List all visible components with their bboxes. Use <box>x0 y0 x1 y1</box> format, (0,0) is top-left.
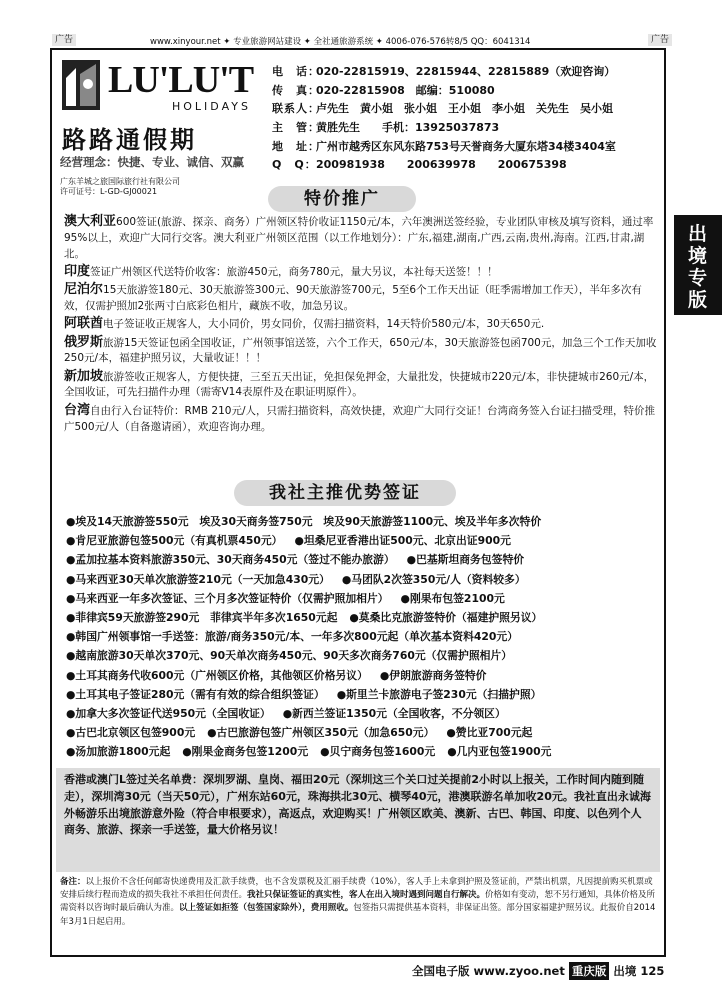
special-item: 尼泊尔15天旅游签180元、30天旅游签300元、90天旅游签700元，5至6个工作天出证（旺季需增加工作天），半年多次有效，仅需护照加2张两寸白底彩色相片，藏族不收，加急另议。 <box>64 282 642 312</box>
logo-holidays: HOLIDAYS <box>172 100 251 113</box>
logo-chinese-name: 路路通假期 <box>62 125 197 154</box>
company-logo <box>60 58 265 198</box>
remarks-label: 备注： <box>60 877 86 887</box>
special-item: 印度签证广州领区代送特价收客：旅游450元，商务780元，量大另议，本社每天送签！！！ <box>64 263 498 279</box>
visa-row: ●土耳其电子签证280元（需有有效的综合组织签证） ●斯里兰卡旅游电子签230元（扫描护照） <box>66 687 542 701</box>
visa-row: ●加拿大多次签证代送950元（全国收证） ●新西兰签证1350元（全国收客，不分领区） <box>66 706 506 720</box>
footer-edition: 重庆版 <box>569 962 610 980</box>
logo-english-name: LU'LU'T <box>108 59 254 101</box>
ad-tag-left: 广告 <box>52 34 76 46</box>
contact-row: 传 真： 020-22815908 邮编：510080 <box>272 83 495 97</box>
visa-row: ●古巴北京领区包签900元 ●古巴旅游包签广州领区350元（加急650元） ●赞比亚700元起 <box>66 726 533 740</box>
special-item: 阿联酋电子签证收正规客人，大小同价，男女同价，仅需扫描资料，14天特价580元/本，30天650元. <box>64 316 545 332</box>
footer-site: 全国电子版 www.zyoo.net <box>412 964 565 978</box>
visa-row: ●菲律宾59天旅游签290元 菲律宾半年多次1650元起 ●莫桑比克旅游签特价（福建护照另议） <box>66 611 543 625</box>
special-item: 台湾自由行入台证特价：RMB 210元/人，只需扫描资料，高效快捷，欢迎广大同行交证！台湾商务签入台证扫描受理，特价推广500元/人（自备邀请函），欢迎咨询办理。 <box>64 402 655 433</box>
contact-row: 主 管： 黄胜先生 手机：13925037873 <box>272 121 500 135</box>
contact-row: 电 话： 020-22815919、22815944、22815889（欢迎咨询） <box>272 65 616 79</box>
visa-row: ●马来西亚一年多次签证、三个月多次签证特价（仅需护照加相片） ●刚果布包签2100元 <box>66 591 505 605</box>
company-name: 广东羊城之旅国际旅行社有限公司 <box>60 177 180 186</box>
top-contact-line: www.xinyour.net ✦ 专业旅游网站建设 ✦ 全社通旅游系统 ✦ 4006-076-576转8/5 QQ：6041314 <box>150 37 531 47</box>
special-item: 澳大利亚600签证(旅游、探亲、商务）广州领区特价收证1150元/本，六年澳洲送签经验，专业团队审核及填写资料，通过率95%以上，欢迎广大同行交客。澳大利亚广州领区范围（以工作地划分）：广东,福建,湖南,广西,云南,贵州,海南。江西,甘肃,湖北。 <box>64 214 654 260</box>
special-item: 新加坡旅游签收正规客人，方便快捷，三至五天出证，免担保免押金，大量批发，快捷城市220元/本，非快捷城市260元/本，全国收证，可先扫描件办理（需寄V14表原件及在职证明原件）。 <box>64 368 655 399</box>
contact-row: 联系人： 卢先生 黄小姐 张小姐 王小姐 李小姐 关先生 吴小姐 <box>272 102 613 116</box>
visa-row: ●土耳其商务代收600元（广州领区价格，其他领区价格另议） ●伊朗旅游商务签特价 <box>66 668 487 682</box>
remarks: 备注：以上报价不含任何邮寄快递费用及汇款手续费，也不含发票税及汇丽手续费（10%），客人手上未拿到护照及签证前，严禁出机票，凡因提前购买机票或安排后续行程而造成的损失我社不承担任何责任。我社只保证签证的真实性，客人在出入境时遇到问题自行解决。价格如有变动，恕不另行通知，具体价格及所需资料以咨询时最后确认为准。以上签证如拒签（包签国家除外），费用照收。包签指只需提供基本资料，非保证出签。部分国家福建护照另议。此报价自2014年3月1日起启用。 <box>60 877 656 927</box>
page-footer <box>412 962 664 980</box>
side-section-tab: 出境专版 <box>674 215 722 315</box>
top-banner <box>0 0 722 46</box>
special-item: 俄罗斯旅游15天签证包函全国收证，广州领事馆送签，六个工作天，650元/本，30天旅游签包函700元，加急三个工作天加收250元/本，福建护照另议，大量收证！！！ <box>64 334 657 365</box>
logo-slogan: 经营理念：快捷、专业、诚信、双赢 <box>60 155 244 169</box>
contact-row: 地 址： 广州市越秀区东风东路753号天誉商务大厦东塔34楼3404室 <box>272 139 616 153</box>
visa-row: ●马来西亚30天单次旅游签210元（一天加急430元） ●马团队2次签350元/人（资料较多） <box>66 572 526 586</box>
ad-tag-right: 广告 <box>648 34 672 46</box>
visa-row: ●韩国广州领事馆一手送签：旅游/商务350元/本、一年多次800元起（单次基本资料420元） <box>66 630 519 644</box>
license-number: 许可证号：L-GD-GJ00021 <box>60 187 158 196</box>
logo-mark-icon <box>62 60 100 110</box>
contact-row: Q Q： 200981938 200639978 200675398 <box>272 158 567 172</box>
footer-page-number: 出境 125 <box>613 964 665 978</box>
section-heading-featured-visas: 我社主推优势签证 <box>234 480 456 506</box>
section-heading-specials: 特价推广 <box>268 186 416 212</box>
specials-list <box>64 214 660 437</box>
visa-row: ●汤加旅游1800元起 ●刚果金商务包签1200元 ●贝宁商务包签1600元 ●几内亚包签1900元 <box>66 745 552 759</box>
visa-row: ●越南旅游30天单次370元、90天单次商务450元、90天多次商务760元（仅需护照相片） <box>66 649 513 663</box>
visa-row: ●埃及14天旅游签550元 埃及30天商务签750元 埃及90天旅游签1100元、埃及半年多次特价 <box>66 515 542 529</box>
featured-visa-list <box>66 512 662 761</box>
visa-row: ●肯尼亚旅游包签500元（有真机票450元） ●坦桑尼亚香港出证500元、北京出证900元 <box>66 534 511 548</box>
contact-info <box>272 62 662 174</box>
hk-macau-info-box: 香港或澳门L签过关名单费：深圳罗湖、皇岗、福田20元（深圳这三个关口过关提前2小时以上报关，工作时间内随到随走），深圳湾30元（当天50元），广州东站60元，珠海拱北30元、横琴40元，港澳联游名单加收20元。我社直出永诚海外畅游乐出境旅游意外险（符合申根要求），高返点，欢迎购买！广州领区欧美、澳新、古巴、韩国、印度、以色列个人商务、旅游、探亲一手送签，量大价格另议！ <box>56 768 660 872</box>
visa-row: ●孟加拉基本资料旅游350元、30天商务450元（签过不能办旅游） ●巴基斯坦商务包签特价 <box>66 553 525 567</box>
